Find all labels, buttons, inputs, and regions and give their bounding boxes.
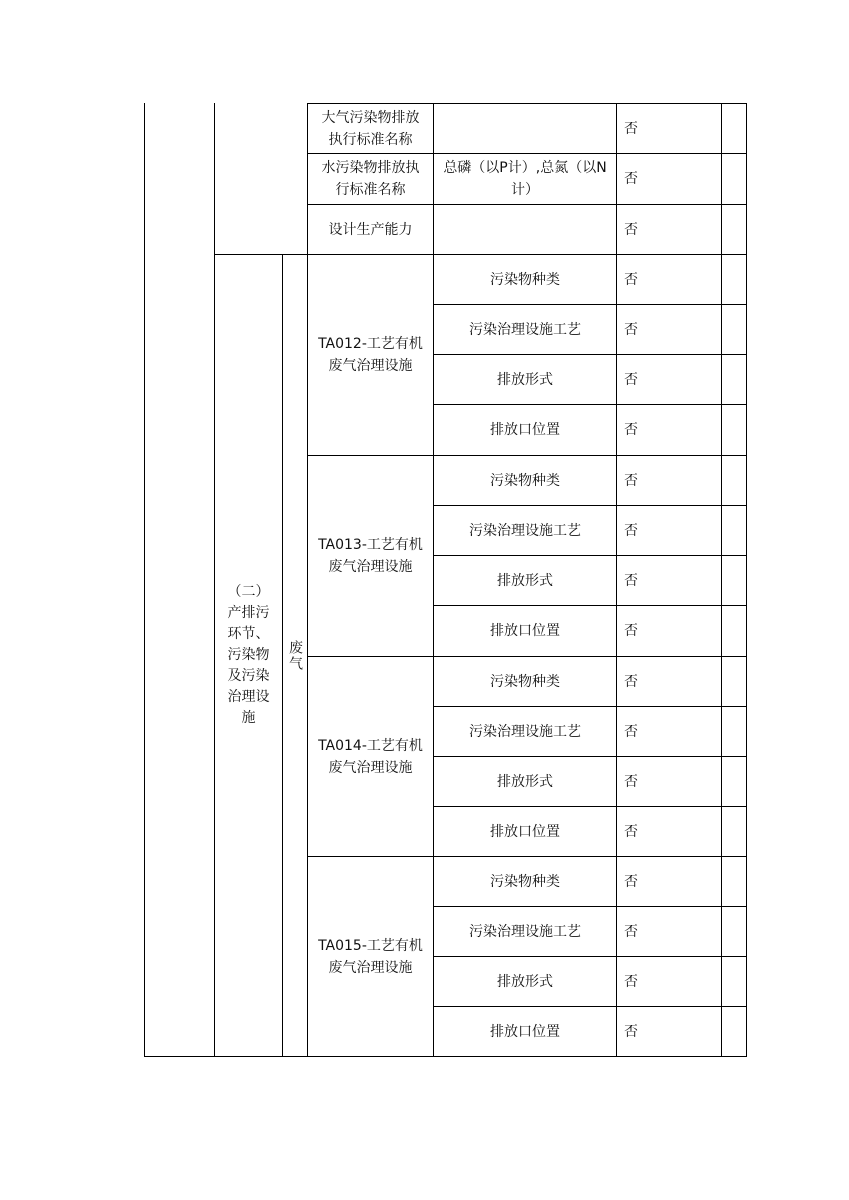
item-label: 污染物种类 — [490, 673, 560, 690]
item-label: 排放形式 — [497, 973, 553, 990]
facility-name: TA012-工艺有机废气治理设施 — [318, 336, 423, 374]
row-value — [434, 104, 616, 153]
item-label: 污染物种类 — [490, 873, 560, 890]
item-answer: 否 — [624, 773, 638, 790]
section-category: 废气 — [287, 639, 303, 672]
item-label: 污染物种类 — [490, 472, 560, 489]
item-answer: 否 — [624, 823, 638, 840]
item-label: 排放形式 — [497, 371, 553, 388]
row-value: 总磷（以P计）,总氮（以N计） — [443, 160, 607, 198]
item-label: 排放口位置 — [490, 623, 560, 639]
row-value — [434, 205, 616, 254]
item-label: 污染治理设施工艺 — [469, 321, 581, 338]
item-label: 排放口位置 — [490, 1023, 560, 1040]
section-label: （二）产排污环节、污染物及污染治理设施 — [227, 584, 270, 726]
item-label: 污染治理设施工艺 — [469, 723, 581, 740]
item-answer: 否 — [624, 572, 638, 589]
item-answer: 否 — [624, 923, 638, 940]
facility-name: TA015-工艺有机废气治理设施 — [318, 937, 423, 976]
item-answer: 否 — [624, 973, 638, 990]
item-label: 排放口位置 — [490, 823, 560, 840]
row-answer: 否 — [624, 120, 638, 137]
item-answer: 否 — [624, 1023, 638, 1040]
item-label: 排放形式 — [497, 572, 553, 589]
row-answer: 否 — [624, 171, 638, 187]
row-label: 设计生产能力 — [328, 221, 413, 238]
item-answer: 否 — [624, 271, 638, 288]
facility-name: TA014-工艺有机废气治理设施 — [318, 737, 423, 776]
row-label: 大气污染物排放执行标准名称 — [321, 109, 420, 148]
item-answer: 否 — [624, 673, 638, 690]
item-label: 污染物种类 — [490, 271, 560, 288]
item-answer: 否 — [624, 522, 638, 539]
item-label: 排放形式 — [497, 773, 553, 790]
item-label: 污染治理设施工艺 — [469, 522, 581, 539]
item-answer: 否 — [624, 321, 638, 338]
row-answer: 否 — [624, 221, 638, 238]
row-label: 水污染物排放执行标准名称 — [321, 160, 420, 198]
item-answer: 否 — [624, 371, 638, 388]
item-answer: 否 — [624, 873, 638, 890]
item-label: 污染治理设施工艺 — [469, 923, 581, 940]
item-answer: 否 — [624, 723, 638, 740]
item-answer: 否 — [624, 472, 638, 489]
item-answer: 否 — [624, 623, 638, 639]
item-label: 排放口位置 — [490, 422, 560, 438]
item-answer: 否 — [624, 422, 638, 438]
facility-name: TA013-工艺有机废气治理设施 — [318, 537, 423, 575]
